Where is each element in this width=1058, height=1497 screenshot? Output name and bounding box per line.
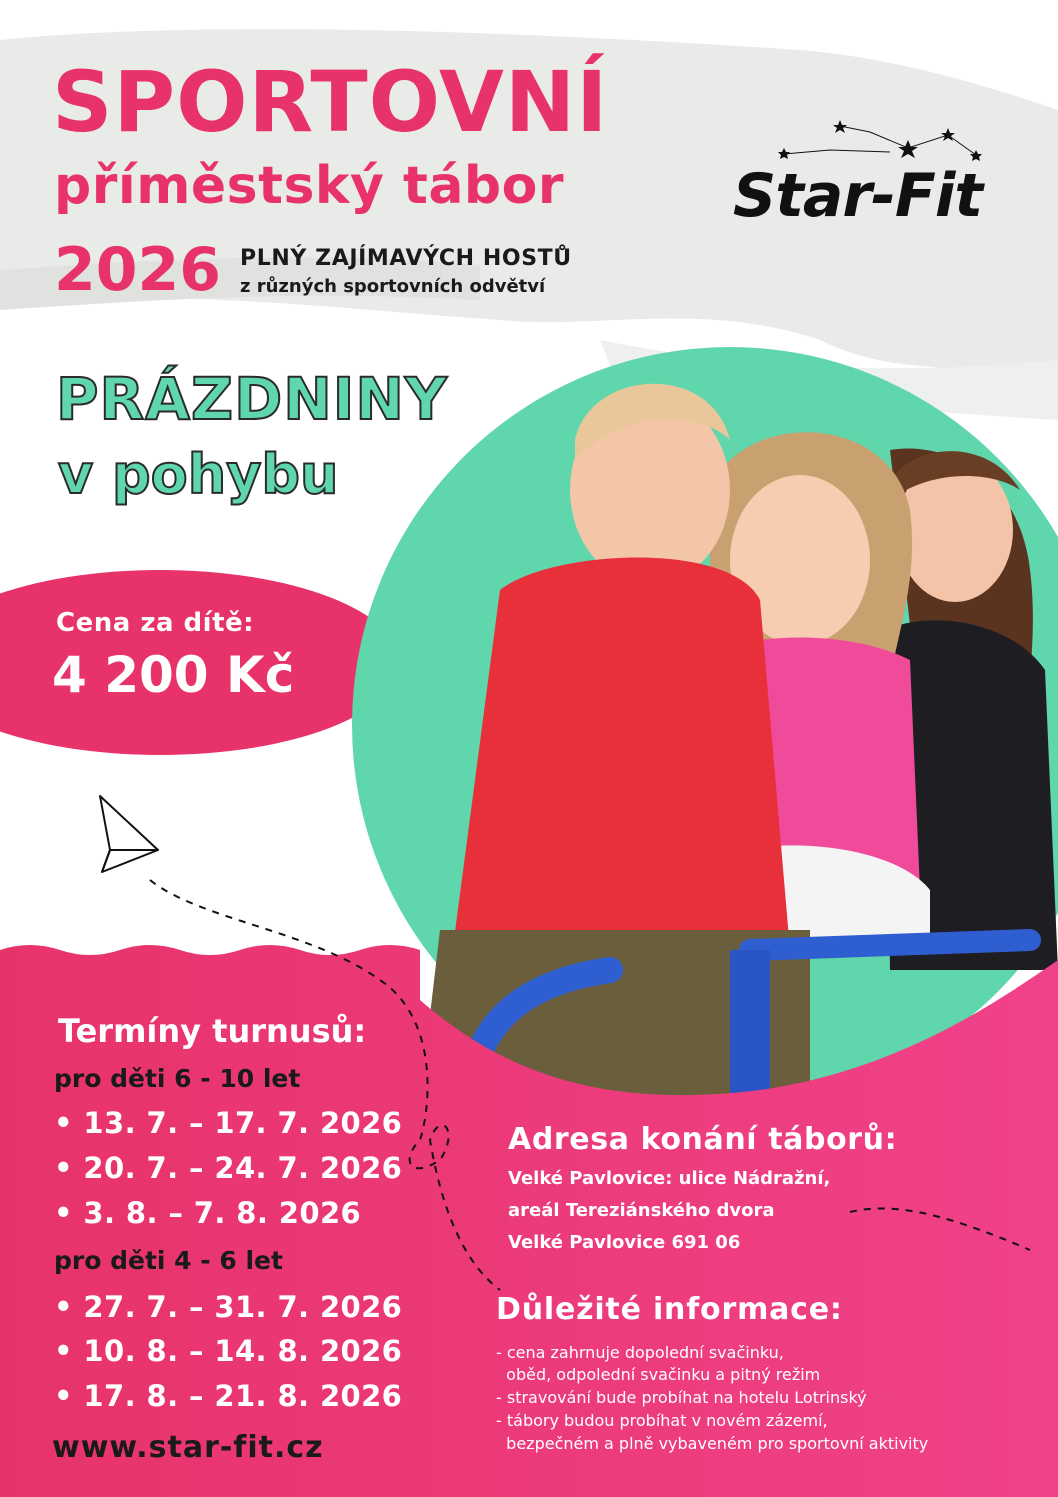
subtitle-guests: PLNÝ ZAJÍMAVÝCH HOSTŮ [240, 246, 572, 271]
title-primestsky-tabor: příměstský tábor [54, 156, 565, 216]
term-date: • 13. 7. – 17. 7. 2026 [54, 1106, 403, 1140]
headline-prazdniny: PRÁZDNINY [56, 365, 448, 433]
term-date: • 20. 7. – 24. 7. 2026 [54, 1151, 403, 1185]
info-line: oběd, odpolední svačinku a pitný režim [496, 1365, 821, 1384]
info-line: - tábory budou probíhat v novém zázemí, [496, 1411, 828, 1430]
address-title: Adresa konání táborů: [508, 1122, 898, 1157]
address-line: areál Tereziánského dvora [508, 1200, 775, 1221]
headline-v-pohybu: v pohybu [58, 443, 339, 506]
terms-title: Termíny turnusů: [58, 1012, 367, 1050]
term-date: • 27. 7. – 31. 7. 2026 [54, 1290, 403, 1324]
terms-group-older-label: pro děti 6 - 10 let [54, 1064, 301, 1093]
title-year: 2026 [54, 235, 221, 305]
address-line: Velké Pavlovice 691 06 [508, 1232, 741, 1253]
price-label: Cena za dítě: [56, 608, 255, 638]
paper-plane-icon [100, 796, 158, 872]
info-line: - stravování bude probíhat na hotelu Lotrinský [496, 1388, 867, 1407]
info-line: - cena zahrnuje dopolední svačinku, [496, 1343, 784, 1362]
website-link[interactable]: www.star-fit.cz [52, 1430, 324, 1465]
term-date: • 10. 8. – 14. 8. 2026 [54, 1334, 403, 1368]
star-icon [778, 120, 982, 161]
price-value: 4 200 Kč [52, 646, 295, 704]
info-line: bezpečném a plně vybaveném pro sportovní aktivity [496, 1434, 929, 1453]
term-date: • 3. 8. – 7. 8. 2026 [54, 1196, 362, 1230]
address-line: Velké Pavlovice: ulice Nádražní, [508, 1168, 831, 1189]
info-title: Důležité informace: [496, 1292, 843, 1327]
term-date: • 17. 8. – 21. 8. 2026 [54, 1379, 403, 1413]
subtitle-sports: z různých sportovních odvětví [240, 276, 546, 297]
terms-group-younger-label: pro děti 4 - 6 let [54, 1246, 283, 1275]
brand-logo-text: Star-Fit [733, 161, 983, 231]
title-sportovni: SPORTOVNÍ [52, 53, 609, 151]
